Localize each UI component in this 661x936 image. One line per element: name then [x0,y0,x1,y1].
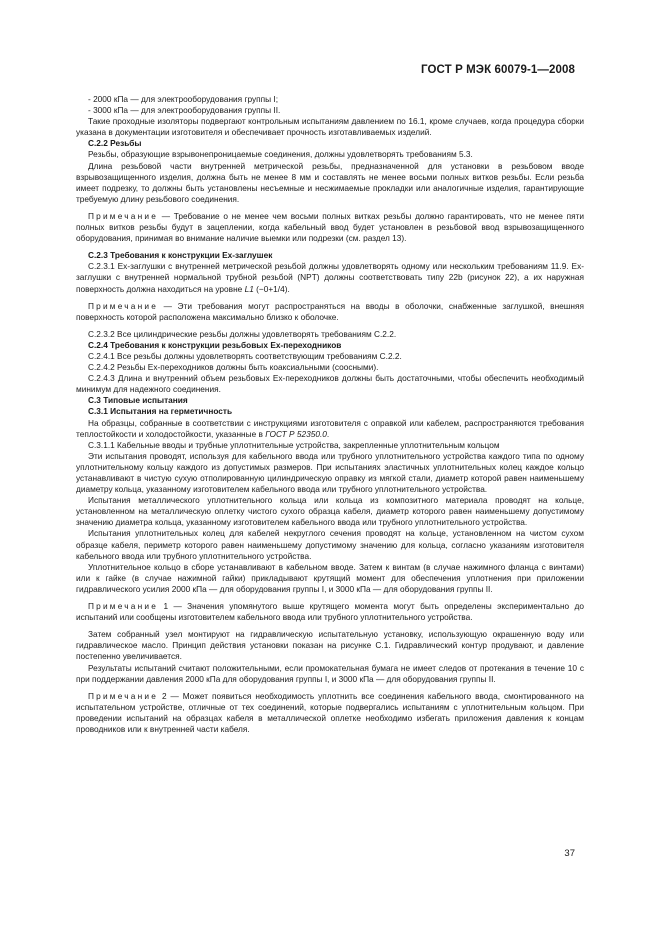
note-label: Примечание [88,300,159,311]
paragraph: С.2.4.3 Длина и внутренний объем резьбовых Ех-переходников должны быть достаточными, чтобы обеспечить необходимый минимум для надежного соединения. [76,373,584,395]
text-run: . [326,428,330,439]
document-header: ГОСТ Р МЭК 60079-1—2008 [421,64,575,76]
note-label: Примечание [88,210,159,221]
paragraph: С.2.3.2 Все цилиндрические резьбы должны удовлетворять требованиям С.2.2. [88,328,397,339]
paragraph [76,418,584,440]
paragraph: Затем собранный узел монтируют на гидравлическую испытательную установку, использующую окрашенную воду или гидравлическое масло. Принцип действия установки показан на рисунке С.1. Гидравлический контур продувают, и давление постепенно увеличивается. [76,629,584,662]
paragraph: Испытания уплотнительных колец для кабелей некруглого сечения проводят на кольце, установленном на чистом сухом образце кабеля, периметр которого равен наименьшему допустимому значению для кольца, согласно указаниям изготовителя кабельного ввода или трубного уплотнительного устройства. [76,528,584,561]
section-heading-c23: С.2.3 Требования к конструкции Ех-заглушек [88,250,273,261]
text-run: На образцы, собранные в соответствии с инструкциями изготовителя с оправкой или кабелем, распространяются требования теплостойкости и холодостойкости, указанные в [76,417,584,439]
italic-text: L1 [244,283,254,294]
paragraph: Длина резьбовой части внутренней метрической резьбы, предназначенной для установки в резьбовом вводе взрывозащищенного изделия, должна быть не менее 8 мм и составлять не менее восьми полных витков резьбы. Если резьба имеет подрезку, то должны быть установлены несъемные и несжимаемые прокладки или аналогичные изделия, гарантирующие требуемую длину резьбового соединения. [76,160,584,204]
text-run: С.2.3.1 Ех-заглушки с внутренней метрической резьбой должны удовлетворять одному или нескольким требованиям 11.9. Ех-заглушки с внутренней нормальной трубной резьбой (NPT) должны соответствовать типу 22b (рисунок 22), а их наружная поверхность должна находиться на уровне [76,261,584,294]
paragraph: Результаты испытаний считают положительными, если промокательная бумага не имеет следов от протекания в течение 10 с при поддержании давления 2000 кПа для оборудования группы I, и 3000 кПа — для оборудования группы II. [76,662,584,684]
section-heading-c3: С.3 Типовые испытания [88,395,188,406]
note-text: — Требование о не менее чем восьми полных витках резьбы должно гарантировать, что не менее пяти полных витков резьбы будут в зацеплении, когда кабельный ввод будет установлен в резьбовой ввод взрывозащищенного оборудования, принимая во внимание наличие выемки или подрезки (см. раздел 13). [76,210,584,244]
note [76,691,584,735]
paragraph: С.2.4.1 Все резьбы должны удовлетворять соответствующим требованиям С.2.2. [88,350,402,361]
note-label: Примечание [88,690,159,701]
list-item: - 3000 кПа — для электрооборудования группы II. [88,105,281,116]
paragraph [76,261,584,294]
paragraph: Испытания металлического уплотнительного кольца или кольца из композитного материала проводят на кольце, установленном на металлическую оплетку чистого сухого образца кабеля, диаметр которого равен наименьшему допустимому значению диаметра кольца, указанному изготовителем кабельного ввода или трубного уплотнительного устройства. [76,495,584,528]
note-text: 2 — Может появиться необходимость уплотнить все соединения кабельного ввода, смонтированного на испытательном устройстве, отличные от тех соединений, которые подвергались испытаниям с уплотнительным кольцом. При проведении испытаний на образцах кабеля в металлической оплетке необходимо избегать приложения давления к концам проводников или к внутренней части кабеля. [76,690,584,734]
note-text: 1 — Значения упомянутого выше крутящего момента могут быть определены экспериментально до испытаний или сообщены изготовителем кабельного ввода или трубного уплотнительного устройства. [76,601,584,623]
page-body [76,94,584,735]
section-heading-c31: С.3.1 Испытания на герметичность [88,406,233,417]
paragraph: Уплотнительное кольцо в сборе устанавливают в кабельном вводе. Затем к винтам (в случае нажимного фланца с винтами) или к гайке (в случае нажимной гайки) прикладывают крутящий момент для обеспечения уплотнения при приложении гидравлического усилия 2000 кПа — для оборудования группы I, и 3000 кПа — для оборудования группы II. [76,561,584,594]
list-item: - 2000 кПа — для электрооборудования группы I; [88,94,279,104]
paragraph: С.2.4.2 Резьбы Ех-переходников должны быть коаксиальными (соосными). [88,362,379,373]
text-run: (−0+1/4). [253,283,290,294]
section-heading-c22: С.2.2 Резьбы [88,138,142,149]
paragraph: Эти испытания проводят, используя для кабельного ввода или трубного уплотнительного устройства каждого типа по одному уплотнительному кольцу каждого из допустимых размеров. При испытаниях эластичных уплотнительных колец каждое кольцо устанавливают в чистую сухую отполированную цилиндрическую оправку из мягкой стали, диаметр которой равен наименьшему диаметру кольца, указанному изготовителем кабельного ввода или трубного уплотнительного устройства. [76,450,584,495]
paragraph: С.3.1.1 Кабельные вводы и трубные уплотнительные устройства, закрепленные уплотнительным кольцом [88,439,500,450]
note-label: Примечание [88,601,159,612]
paragraph: Резьбы, образующие взрывонепроницаемые соединения, должны удовлетворять требованиям 5.3. [88,149,473,160]
italic-text: ГОСТ Р 52350.0 [265,428,327,439]
note [76,301,584,323]
note-text: — Эти требования могут распространяться на вводы в оболочки, снабженные заглушкой, внешняя поверхность которой расположена максимально близко к оболочке. [76,300,584,322]
section-heading-c24: С.2.4 Требования к конструкции резьбовых Ех-переходников [88,339,342,350]
page-number: 37 [564,848,575,859]
note [76,601,584,623]
paragraph: Такие проходные изоляторы подвергают контрольным испытаниям давлением по 16.1, кроме случаев, когда процедура сборки указана в документации изготовителя и обеспечивает прочность изготавливаемых изделий. [76,116,584,138]
note [76,211,584,244]
